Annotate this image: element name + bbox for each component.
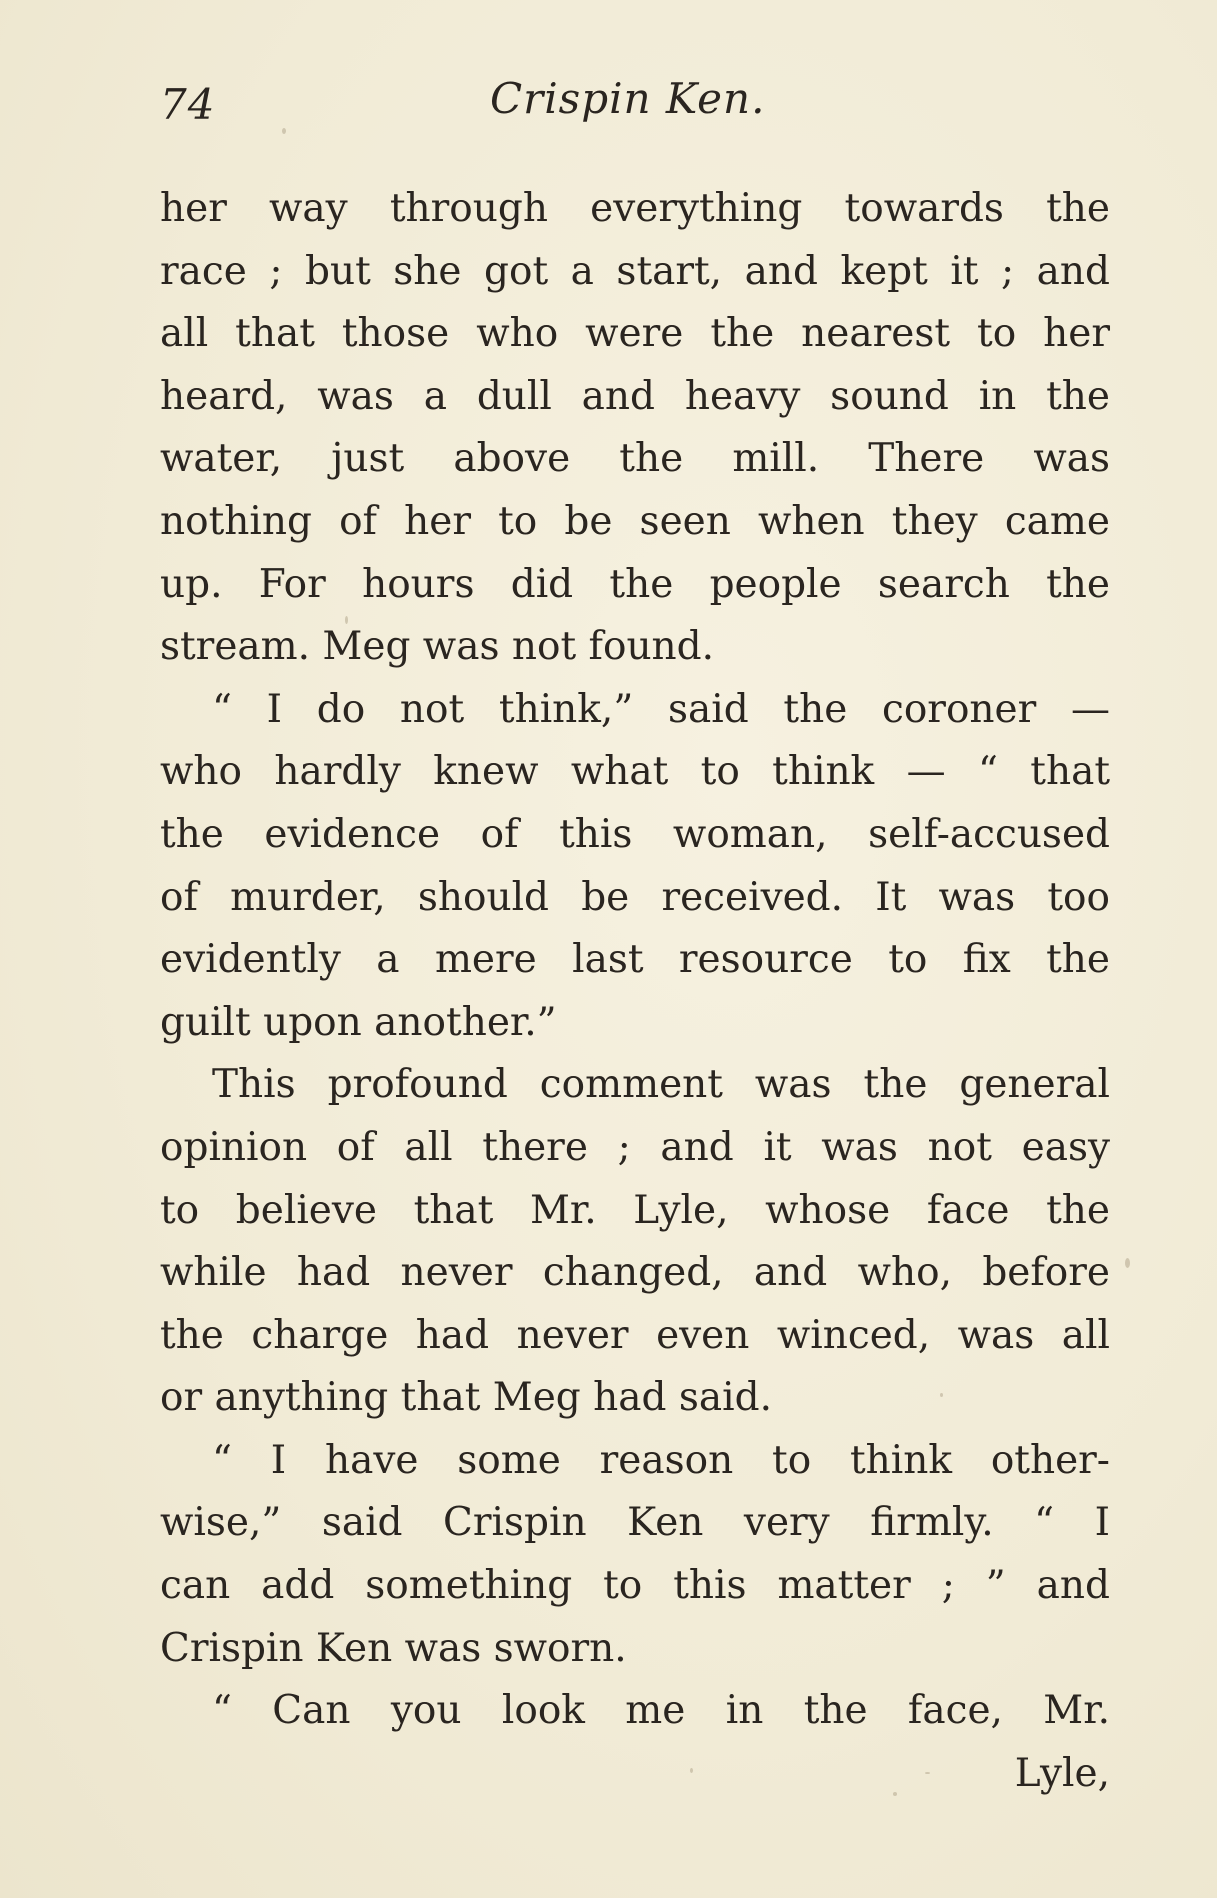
text-line: of murder, should be received. It was too xyxy=(160,874,1110,920)
text-line: who hardly knew what to think — “ that xyxy=(160,749,1110,795)
text-line: This profound comment was the general xyxy=(212,1062,1110,1108)
text-line: “ I have some reason to think other- xyxy=(212,1437,1110,1483)
text-line: water, just above the mill. There was xyxy=(160,436,1110,482)
paper-speck xyxy=(1125,1258,1130,1268)
paper-speck xyxy=(893,1792,897,1796)
text-line: “ Can you look me in the face, Mr. xyxy=(212,1688,1110,1734)
page-header xyxy=(160,70,1110,140)
text-line: wise,” said Crispin Ken very firmly. “ I xyxy=(160,1500,1110,1546)
body-text xyxy=(160,178,1110,1805)
text-line: can add something to this matter ; ” and xyxy=(160,1563,1110,1609)
paper-speck xyxy=(925,1772,930,1774)
text-line: heard, was a dull and heavy sound in the xyxy=(160,373,1110,419)
running-title: Crispin Ken. xyxy=(490,74,766,123)
text-line: while had never changed, and who, before xyxy=(160,1250,1110,1296)
page-number: 74 xyxy=(160,80,216,129)
text-line: to believe that Mr. Lyle, whose face the xyxy=(160,1187,1110,1233)
text-line: evidently a mere last resource to fix the xyxy=(160,937,1110,983)
text-line: guilt upon another.” xyxy=(160,999,557,1045)
text-line: nothing of her to be seen when they came xyxy=(160,498,1110,544)
text-line: “ I do not think,” said the coroner — xyxy=(212,686,1110,732)
paper-speck xyxy=(940,1393,943,1397)
text-line: the evidence of this woman, self-accused xyxy=(160,811,1110,857)
text-line: or anything that Meg had said. xyxy=(160,1375,772,1421)
text-line: race ; but she got a start, and kept it ; and xyxy=(160,248,1110,294)
paper-speck xyxy=(345,616,348,624)
text-line: Crispin Ken was sworn. xyxy=(160,1625,627,1671)
text-line: her way through everything towards the xyxy=(160,186,1110,231)
text-line: all that those who were the nearest to her xyxy=(160,311,1110,357)
text-line: opinion of all there ; and it was not easy xyxy=(160,1124,1110,1170)
paper-speck xyxy=(282,128,286,134)
catchword: Lyle, xyxy=(1014,1750,1110,1796)
text-line: the charge had never even winced, was all xyxy=(160,1312,1110,1358)
text-line: stream. Meg was not found. xyxy=(160,624,715,670)
text-line: up. For hours did the people search the xyxy=(160,561,1110,607)
paper-speck xyxy=(690,1768,693,1773)
